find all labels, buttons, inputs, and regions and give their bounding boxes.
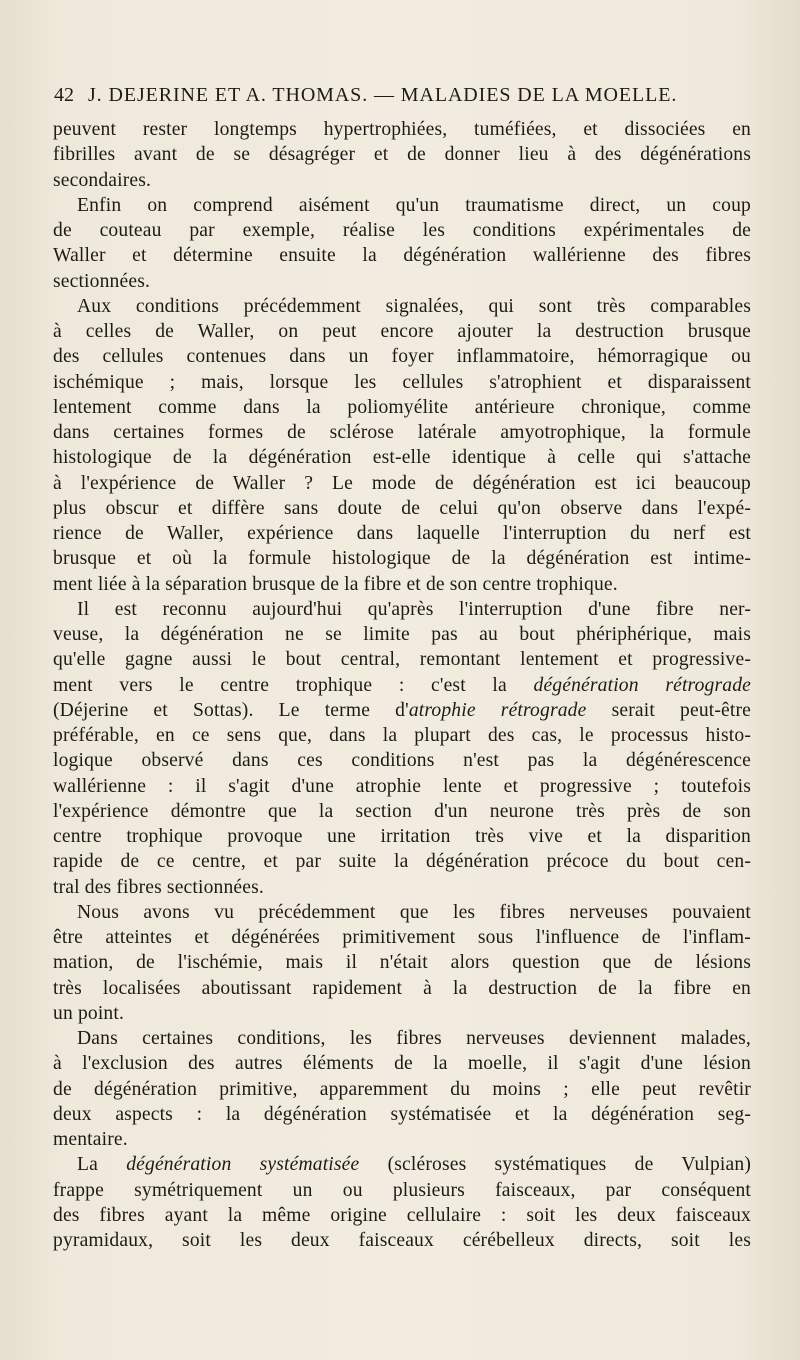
text-line <box>53 698 751 723</box>
text-run: Il est reconnu aujourd'hui qu'après l'interruption d'une fibre ner- <box>77 598 751 620</box>
text-line <box>53 774 751 799</box>
text-line <box>53 370 751 395</box>
text-line <box>53 673 751 698</box>
text-run: sectionnées. <box>53 270 151 292</box>
text-run: plus obscur et diffère sans doute de celui qu'on observe dans l'expé- <box>53 497 751 519</box>
text-line <box>53 900 751 925</box>
text-line <box>53 1203 751 1228</box>
text-line <box>53 1102 751 1127</box>
text-run: rapide de ce centre, et par suite la dégénération précoce du bout cen- <box>53 851 751 873</box>
text-line <box>53 193 751 218</box>
text-run: secondaires. <box>53 169 152 191</box>
text-line <box>53 1026 751 1051</box>
body-text <box>53 117 751 1253</box>
text-run: peuvent rester longtemps hypertrophiées, tuméfiées, et dissociées en <box>53 119 751 140</box>
text-run: Enfin on comprend aisément qu'un traumatisme direct, un coup <box>77 194 751 216</box>
text-run: de dégénération primitive, apparemment du moins ; elle peut revêtir <box>53 1078 751 1100</box>
text-run: (Déjerine et Sottas). Le terme d' <box>53 699 409 721</box>
text-line <box>53 572 751 597</box>
text-line <box>53 925 751 950</box>
text-run: serait peut-être <box>586 699 751 721</box>
text-run: dans certaines formes de sclérose latérale amyotrophique, la formule <box>53 422 751 443</box>
page-number: 42 <box>54 84 74 106</box>
text-run: logique observé dans ces conditions n'est pas la dégénérescence <box>53 750 751 772</box>
text-line <box>53 496 751 521</box>
text-run: tral des fibres sectionnées. <box>53 876 264 898</box>
text-line <box>53 849 751 874</box>
text-line <box>53 344 751 369</box>
text-line <box>53 1178 751 1203</box>
text-line <box>53 117 751 142</box>
text-line <box>53 647 751 672</box>
text-line <box>53 1152 751 1177</box>
text-run: wallérienne : il s'agit d'une atrophie lente et progressive ; toutefois <box>53 775 751 797</box>
text-line <box>53 622 751 647</box>
text-run: des fibres ayant la même origine cellulaire : soit les deux faisceaux <box>53 1204 751 1226</box>
text-line <box>53 1077 751 1102</box>
text-line <box>53 597 751 622</box>
text-line <box>53 748 751 773</box>
text-run: à celles de Waller, on peut encore ajouter la destruction brusque <box>53 321 751 342</box>
text-run: à l'expérience de Waller ? Le mode de dégénération est ici beaucoup <box>53 472 751 494</box>
text-run: l'expérience démontre que la section d'un neurone très près de son <box>53 800 751 822</box>
text-run: ment vers le centre trophique : c'est la <box>53 674 534 696</box>
text-line <box>53 294 751 319</box>
text-line <box>53 269 751 294</box>
text-line <box>53 546 751 571</box>
text-line <box>53 243 751 268</box>
italic-run: atrophie rétrograde <box>408 699 587 721</box>
text-run: qu'elle gagne aussi le bout central, remontant lentement et progressive- <box>53 649 751 671</box>
text-line <box>53 420 751 445</box>
text-run: brusque et où la formule histologique de la dégénération est intime- <box>53 548 751 570</box>
text-run: Waller et détermine ensuite la dégénération wallérienne des fibres <box>53 245 751 267</box>
text-run: être atteintes et dégénérées primitivement sous l'influence de l'inflam- <box>53 927 751 948</box>
running-title: J. DEJERINE ET A. THOMAS. — MALADIES DE LA MOELLE. <box>88 84 678 106</box>
text-line <box>53 168 751 193</box>
italic-run: dégénération systématisée <box>126 1154 360 1176</box>
text-run: frappe symétriquement un ou plusieurs faisceaux, par conséquent <box>53 1179 751 1201</box>
text-line <box>53 521 751 546</box>
text-run: un point. <box>53 1002 125 1024</box>
text-run: fibrilles avant de se désagréger et de donner lieu à des dégénérations <box>53 144 751 166</box>
text-run: centre trophique provoque une irritation très vive et la disparition <box>53 826 751 847</box>
text-line <box>53 218 751 243</box>
text-line <box>53 976 751 1001</box>
text-line <box>53 1127 751 1152</box>
running-header <box>54 84 754 107</box>
text-run: (scléroses systématiques de Vulpian) <box>359 1154 751 1176</box>
text-run: La <box>77 1154 127 1176</box>
text-line <box>53 799 751 824</box>
text-run: ischémique ; mais, lorsque les cellules s'atrophient et disparaissent <box>53 371 751 393</box>
text-line <box>53 950 751 975</box>
text-run: histologique de la dégénération est-elle identique à celle qui s'attache <box>53 447 751 469</box>
text-line <box>53 1001 751 1026</box>
text-run: Aux conditions précédemment signalées, qui sont très comparables <box>77 295 751 317</box>
text-line <box>53 1051 751 1076</box>
text-run: de couteau par exemple, réalise les conditions expérimentales de <box>53 220 751 241</box>
text-line <box>53 1228 751 1253</box>
text-line <box>53 142 751 167</box>
text-line <box>53 875 751 900</box>
text-run: pyramidaux, soit les deux faisceaux cérébelleux directs, soit les <box>53 1230 751 1251</box>
text-run: très localisées aboutissant rapidement à la destruction de la fibre en <box>53 977 751 999</box>
text-line <box>53 471 751 496</box>
text-run: Nous avons vu précédemment que les fibres nerveuses pouvaient <box>77 901 751 923</box>
text-run: deux aspects : la dégénération systématisée et la dégénération seg- <box>53 1103 751 1125</box>
text-line <box>53 395 751 420</box>
text-run: mation, de l'ischémie, mais il n'était alors question que de lésions <box>53 952 751 974</box>
text-run: veuse, la dégénération ne se limite pas au bout phériphérique, mais <box>53 624 751 645</box>
text-run: des cellules contenues dans un foyer inflammatoire, hémorragique ou <box>53 346 751 368</box>
text-run: préférable, en ce sens que, dans la plupart des cas, le processus histo- <box>53 725 751 746</box>
italic-run: dégénération rétrograde <box>533 674 752 696</box>
text-run: rience de Waller, expérience dans laquelle l'interruption du nerf est <box>53 523 751 544</box>
text-line <box>53 723 751 748</box>
text-run: Dans certaines conditions, les fibres nerveuses deviennent malades, <box>77 1028 751 1049</box>
text-run: ment liée à la séparation brusque de la fibre et de son centre trophique. <box>53 573 618 595</box>
text-line <box>53 319 751 344</box>
text-line <box>53 824 751 849</box>
text-run: mentaire. <box>53 1129 128 1150</box>
text-line <box>53 445 751 470</box>
text-run: lentement comme dans la poliomyélite antérieure chronique, comme <box>53 396 751 418</box>
text-run: à l'exclusion des autres éléments de la moelle, il s'agit d'une lésion <box>53 1053 751 1075</box>
